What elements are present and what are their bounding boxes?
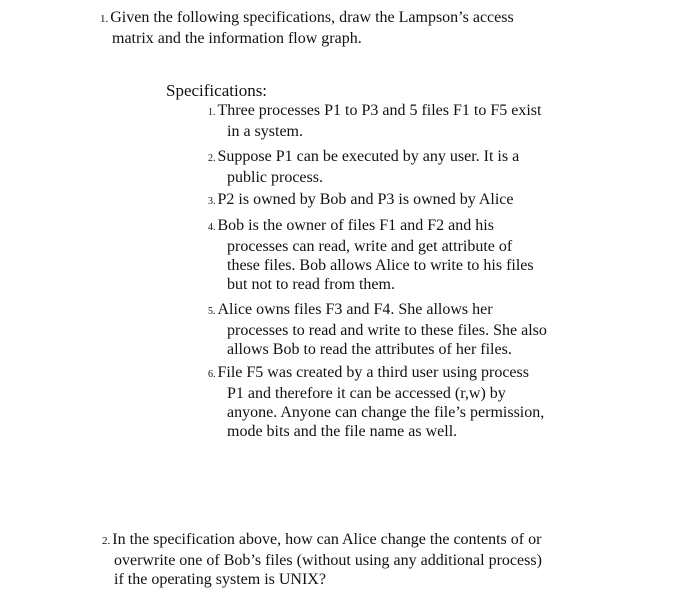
spec-item-text: but not to read from them. — [227, 276, 395, 293]
question-1-number: 1. — [100, 13, 109, 25]
spec-item-text: processes can read, write and get attribute of — [227, 238, 513, 255]
spec-item-number: 4. — [208, 222, 216, 233]
spec-item-text: public process. — [227, 169, 323, 186]
spec-item — [208, 101, 541, 141]
spec-item-number: 1. — [208, 107, 216, 118]
question-2 — [102, 530, 542, 589]
question-1-line-1 — [100, 8, 514, 29]
question-1-line-2: matrix and the information flow graph. — [112, 30, 362, 47]
spec-item-text: P2 is owned by Bob and P3 is owned by Alice — [217, 191, 514, 208]
spec-item-text: Alice owns files F3 and F4. She allows her — [217, 301, 493, 318]
spec-item-text: these files. Bob allows Alice to write to his files — [227, 257, 534, 274]
question-2-line-2: overwrite one of Bob’s files (without using any additional process) — [114, 552, 542, 569]
spec-item-number: 2. — [208, 153, 216, 164]
spec-item-text: allows Bob to read the attributes of her files. — [227, 341, 512, 358]
question-2-number: 2. — [102, 535, 111, 547]
spec-item — [208, 363, 544, 441]
spec-item — [208, 216, 534, 294]
spec-item-text: in a system. — [227, 123, 303, 140]
spec-item-text: Three processes P1 to P3 and 5 files F1 to F5 exist — [217, 102, 542, 119]
question-1-text-1: Given the following specifications, draw the Lampson’s access — [110, 9, 514, 26]
spec-item-text: anyone. Anyone can change the file’s permission, — [227, 404, 545, 421]
question-2-text-1: In the specification above, how can Alice change the contents of or — [112, 531, 542, 548]
question-2-line-1 — [102, 530, 542, 551]
spec-item-text: Bob is the owner of files F1 and F2 and his — [217, 217, 494, 234]
spec-item — [208, 190, 514, 211]
spec-item-text: P1 and therefore it can be accessed (r,w) by — [227, 385, 506, 402]
spec-item-text: mode bits and the file name as well. — [227, 423, 458, 440]
spec-item-text: File F5 was created by a third user using process — [217, 364, 529, 381]
question-1 — [100, 8, 514, 48]
spec-item-text: Suppose P1 can be executed by any user. It is a — [217, 148, 520, 165]
question-2-line-3: if the operating system is UNIX? — [114, 571, 326, 588]
spec-item-number: 3. — [208, 196, 216, 207]
spec-item-text: processes to read and write to these files. She also — [227, 322, 547, 339]
spec-item — [208, 147, 519, 187]
spec-item-number: 6. — [208, 369, 216, 380]
spec-item — [208, 300, 547, 359]
spec-item-number: 5. — [208, 306, 216, 317]
specifications-heading: Specifications: — [166, 81, 268, 100]
